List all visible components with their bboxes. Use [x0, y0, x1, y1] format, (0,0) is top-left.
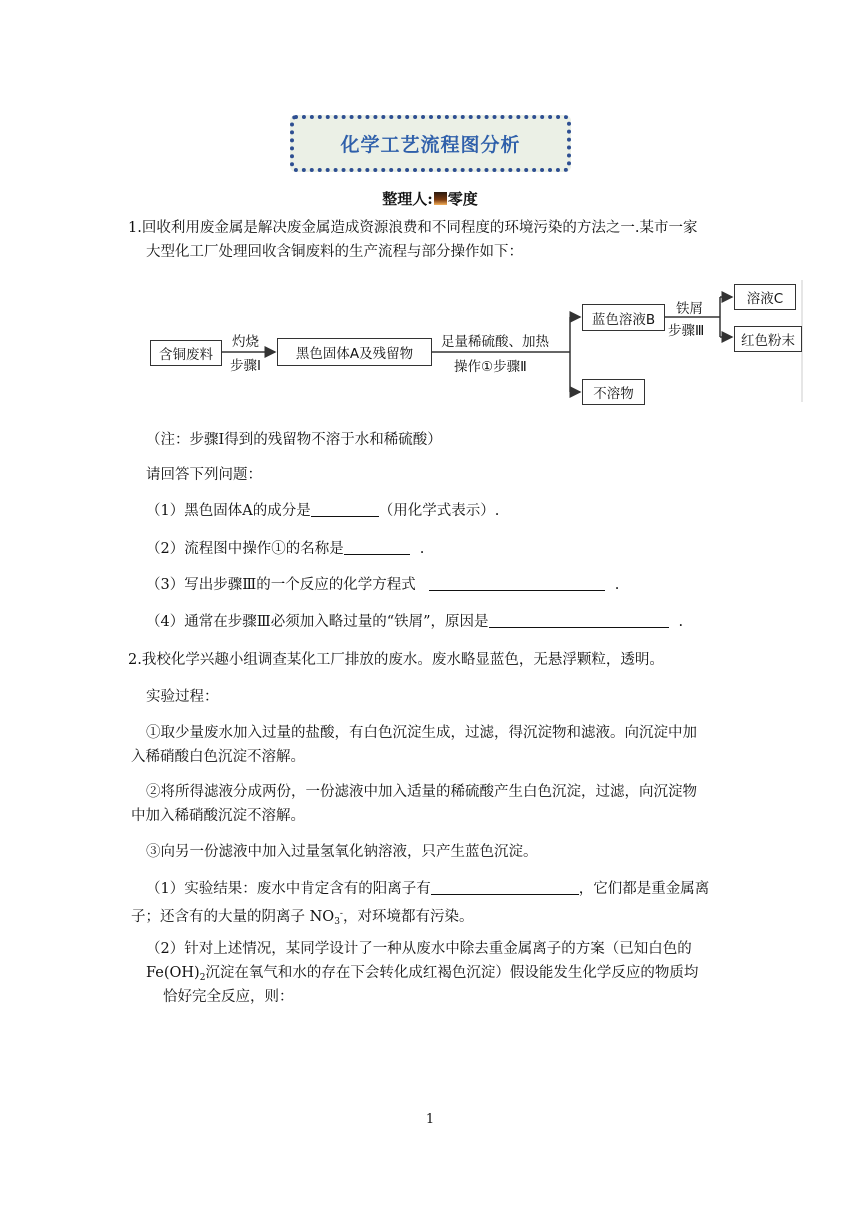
label-step1: 步骤Ⅰ — [230, 358, 261, 374]
label-step3: 步骤Ⅲ — [668, 323, 705, 339]
q1-line1 — [128, 216, 697, 240]
q1-sub3-text-a: （3）写出步骤Ⅲ的一个反应的化学方程式 — [146, 577, 416, 593]
q2-result-text-c: 子；还含有的大量的阴离子 NO — [131, 909, 335, 925]
box-black-solid: 黑色固体A及残留物 — [277, 338, 432, 366]
q1-sub4 — [146, 610, 683, 634]
answer-blank-1 — [311, 501, 379, 517]
q2-result-text-a: （1）实验结果：废水中肯定含有的阳离子有 — [146, 881, 431, 897]
q1-sub1 — [146, 499, 499, 523]
q1-sub4-text-b: . — [678, 614, 684, 630]
q2-step3: ③向另一份滤液中加入过量氢氧化钠溶液，只产生蓝色沉淀。 — [146, 844, 538, 860]
answer-blank-2 — [344, 539, 410, 555]
avatar-icon — [434, 192, 447, 205]
answer-blank-3 — [429, 575, 605, 591]
title-box — [290, 115, 571, 172]
q1-sub2-text-b: . — [419, 541, 425, 557]
q1-sub4-text-a: （4）通常在步骤Ⅲ必须加入略过量的“铁屑”，原因是 — [146, 614, 489, 630]
page-number: 1 — [425, 1112, 435, 1127]
q2-step2-line2: 中加入稀硝酸沉淀不溶解。 — [131, 808, 305, 824]
document-title: 化学工艺流程图分析 — [340, 134, 521, 156]
hydroxide-subscript: 2 — [199, 973, 206, 983]
label-step2: 操作①步骤Ⅱ — [454, 359, 527, 375]
nitrate-subscript: 3 — [334, 917, 340, 927]
q2-intro-line — [128, 648, 664, 672]
q2-design-line3: 恰好完全反应，则： — [163, 989, 294, 1005]
q2-result-text-b: ，它们都是重金属离 — [578, 881, 710, 897]
box-solution-c: 溶液C — [734, 284, 796, 310]
answer-blank-4 — [489, 612, 669, 628]
box-insoluble: 不溶物 — [582, 379, 645, 405]
q1-sub1-text-a: （1）黑色固体A的成分是 — [146, 503, 311, 519]
q1-prompt: 请回答下列问题： — [146, 467, 262, 483]
q2-design-text: 沉淀在氧气和水的存在下会转化成红褐色沉淀）假设能发生化学反应的物质均 — [205, 965, 699, 981]
q1-sub1-text-b: （用化学式表示）. — [378, 503, 500, 519]
q2-design-fe: Fe(OH) — [146, 965, 200, 981]
nitrate-superscript: - — [339, 909, 343, 919]
q1-note: （注：步骤Ⅰ得到的残留物不溶于水和稀硫酸） — [146, 432, 442, 448]
q1-sub2 — [146, 537, 424, 561]
compiler-prefix: 整理人: — [382, 190, 433, 208]
flow-diagram — [140, 280, 805, 410]
q1-sub3 — [146, 573, 619, 597]
q2-design-line1: （2）针对上述情况，某同学设计了一种从废水中除去重金属离子的方案（已知白色的 — [146, 941, 692, 957]
q1-intro-line1: 回收利用废金属是解决废金属造成资源浪费和不同程度的环境污染的方法之一.某市一家 — [141, 220, 698, 236]
q2-result-line1 — [146, 877, 709, 901]
q1-number: 1. — [128, 220, 142, 236]
answer-blank-5 — [431, 879, 579, 895]
q2-intro: 我校化学兴趣小组调查某化工厂排放的废水。废水略显蓝色，无悬浮颗粒，透明。 — [141, 652, 664, 668]
compiler-name: 零度 — [447, 190, 478, 208]
label-iron: 铁屑 — [676, 301, 703, 317]
q2-result-line2 — [131, 902, 473, 934]
q1-intro-line2: 大型化工厂处理回收含铜废料的生产流程与部分操作如下： — [146, 244, 523, 260]
q1-sub3-text-b: . — [614, 577, 620, 593]
box-raw-material: 含铜废料 — [150, 340, 222, 366]
q2-process-label: 实验过程： — [146, 689, 219, 705]
label-burn: 灼烧 — [232, 334, 259, 350]
q2-step1-line2: 入稀硝酸白色沉淀不溶解。 — [131, 749, 305, 765]
compiler-line — [340, 188, 520, 209]
q1-sub2-text-a: （2）流程图中操作①的名称是 — [146, 541, 344, 557]
q2-number: 2. — [128, 652, 142, 668]
q2-step1-line1: ①取少量废水加入过量的盐酸，有白色沉淀生成，过滤，得沉淀物和滤液。向沉淀中加 — [146, 725, 697, 741]
box-blue-solution: 蓝色溶液B — [582, 304, 665, 331]
label-acid: 足量稀硫酸、加热 — [441, 334, 549, 350]
q2-result-text-d: ，对环境都有污染。 — [342, 909, 474, 925]
box-red-powder: 红色粉末 — [734, 326, 802, 352]
q2-step2-line1: ②将所得滤液分成两份，一份滤液中加入适量的稀硫酸产生白色沉淀，过滤，向沉淀物 — [146, 784, 697, 800]
